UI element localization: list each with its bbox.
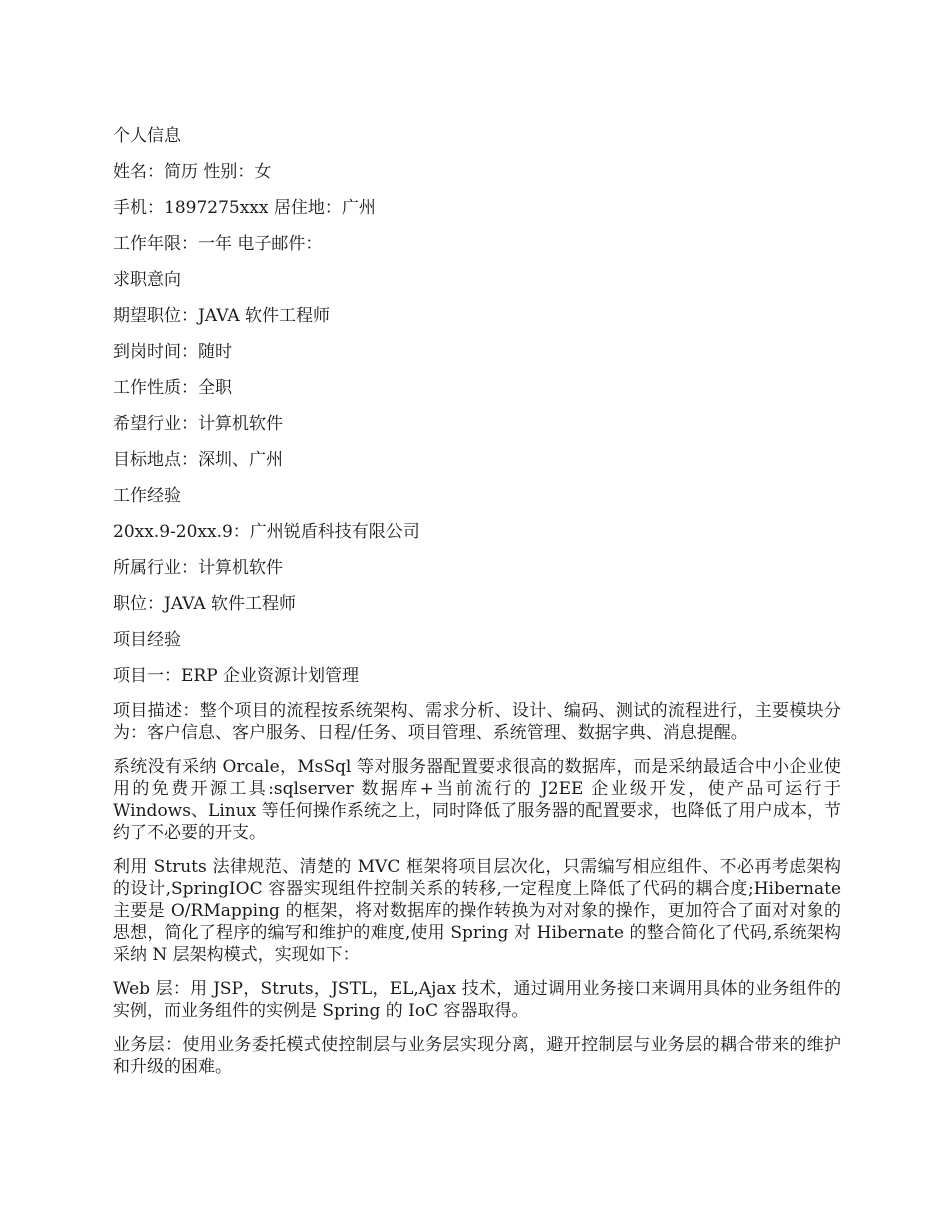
phone-residence-line: 手机：1897275xxx 居住地：广州 xyxy=(113,198,376,218)
job-type-line: 工作性质：全职 xyxy=(113,378,232,398)
project-description-paragraph: 项目描述：整个项目的流程按系统架构、需求分析、设计、编码、测试的流程进行，主要模块分为：客户信息、客户服务、日程/任务、项目管理、系统管理、数据字典、消息提醒。 xyxy=(113,701,841,743)
employment-period-company-line: 20xx.9-20xx.9：广州锐盾科技有限公司 xyxy=(113,522,420,542)
name-gender-line: 姓名：简历 性别：女 xyxy=(113,162,272,182)
business-layer-paragraph: 业务层：使用业务委托模式使控制层与业务层实现分离，避开控制层与业务层的耦合带来的维护和升级的困难。 xyxy=(113,1035,841,1077)
work-years-email-line: 工作年限：一年 电子邮件： xyxy=(113,234,323,254)
section-heading-job-intention: 求职意向 xyxy=(113,270,181,290)
resume-document xyxy=(113,124,841,1090)
section-heading-personal-info: 个人信息 xyxy=(113,126,181,146)
framework-architecture-paragraph: 利用 Struts 法律规范、清楚的 MVC 框架将项目层次化，只需编写相应组件、不必再考虑架构的设计,SpringIOC 容器实现组件控制关系的转移,一定程度上降低了代码的耦合度;Hibernate 主要是 O/RMapping 的框架，将对数据库的操作转换为对对象的操作，更加符合了面对对象的思想，简化了程序的编写和维护的难度,使用 Spring 对 Hibernate 的整合简化了代码,系统架构采纳 N 层架构模式，实现如下： xyxy=(113,857,841,965)
project-title-line: 项目一：ERP 企业资源计划管理 xyxy=(113,666,360,686)
industry-line: 所属行业：计算机软件 xyxy=(113,558,283,578)
expected-position-line: 期望职位：JAVA 软件工程师 xyxy=(113,306,331,326)
web-layer-paragraph: Web 层：用 JSP，Struts，JSTL，EL,Ajax 技术，通过调用业务接口来调用具体的业务组件的实例，而业务组件的实例是 Spring 的 IoC 容器取得。 xyxy=(113,979,841,1021)
position-line: 职位：JAVA 软件工程师 xyxy=(113,594,297,614)
section-heading-work-experience: 工作经验 xyxy=(113,486,181,506)
desired-industry-line: 希望行业：计算机软件 xyxy=(113,414,283,434)
start-time-line: 到岗时间：随时 xyxy=(113,342,232,362)
database-choice-paragraph: 系统没有采纳 Orcale，MsSql 等对服务器配置要求很高的数据库，而是采纳最适合中小企业使用的免费开源工具:sqlserver 数据库+当前流行的 J2EE 企业级开发，使产品可运行于 Windows、Linux 等任何操作系统之上，同时降低了服务器的配置要求，也降低了用户成本，节约了不必要的开支。 xyxy=(113,757,841,843)
section-heading-project-experience: 项目经验 xyxy=(113,630,181,650)
target-location-line: 目标地点：深圳、广州 xyxy=(113,450,283,470)
